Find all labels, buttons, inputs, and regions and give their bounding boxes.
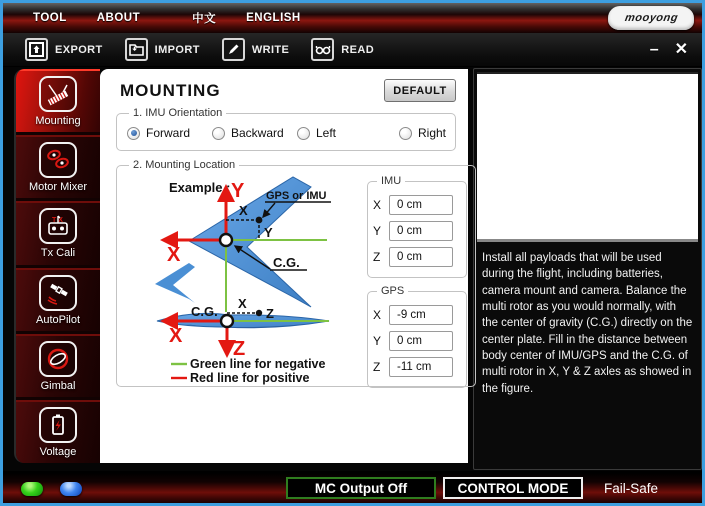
mounting-example-diagram (125, 175, 363, 387)
imu-offset-legend: IMU (381, 175, 402, 187)
sidebar-label-voltage: Voltage (39, 445, 77, 458)
mc-output-status: MC Output Off (286, 477, 436, 499)
imu-z-input[interactable] (389, 247, 453, 267)
read-icon (311, 38, 334, 61)
imu-offset-group (367, 175, 467, 278)
import-button[interactable] (125, 38, 200, 61)
legend-positive: Red line for positive (190, 371, 310, 385)
fail-safe-status: Fail-Safe (604, 481, 659, 496)
x-axis-top-label: X (167, 244, 181, 266)
sidebar-item-autopilot[interactable] (16, 268, 100, 331)
info-image-placeholder (477, 72, 698, 242)
imu-orientation-legend: 1. IMU Orientation (133, 107, 223, 119)
minimize-button[interactable]: – (649, 41, 659, 58)
z-axis-side-label: Z (233, 338, 246, 360)
radio-right[interactable] (399, 126, 446, 140)
sidebar-label-motor-mixer: Motor Mixer (28, 181, 88, 194)
info-panel (473, 68, 702, 470)
sidebar-label-autopilot: AutoPilot (35, 313, 81, 326)
gps-z-input[interactable] (389, 357, 453, 377)
imu-y-input[interactable] (389, 221, 453, 241)
menu-english[interactable]: ENGLISH (246, 12, 301, 24)
gps-x-label: X (373, 308, 382, 322)
gps-y-label: Y (373, 334, 382, 348)
sidebar-item-motor-mixer[interactable] (16, 135, 100, 198)
gps-x-input[interactable] (389, 305, 453, 325)
title-bar (3, 3, 702, 33)
import-icon (125, 38, 148, 61)
imu-x-input[interactable] (389, 195, 453, 215)
gps-or-imu-label: GPS or IMU (266, 190, 327, 202)
y-offset-top-label: Y (264, 225, 273, 240)
read-button[interactable] (311, 38, 374, 61)
legend-negative: Green line for negative (190, 357, 326, 371)
sidebar (14, 69, 100, 463)
sidebar-item-voltage[interactable] (16, 400, 100, 463)
radio-left[interactable] (297, 126, 382, 140)
sidebar-label-gimbal: Gimbal (40, 379, 76, 392)
radio-left-circle[interactable] (297, 127, 310, 140)
main-panel (100, 69, 468, 463)
sidebar-item-mounting[interactable] (16, 69, 100, 132)
radio-backward-label: Backward (231, 126, 284, 140)
status-bar (3, 471, 702, 503)
read-label: READ (341, 43, 375, 56)
brand-logo-text: mooyong (623, 12, 679, 24)
imu-x-label: X (373, 198, 382, 212)
x-axis-side-label: X (169, 325, 183, 347)
page-title: MOUNTING (120, 81, 221, 100)
export-label: EXPORT (55, 43, 103, 56)
default-button[interactable]: DEFAULT (384, 79, 456, 102)
export-icon (25, 38, 48, 61)
export-button[interactable] (25, 38, 103, 61)
sidebar-item-tx-cali[interactable] (16, 201, 100, 264)
write-button[interactable] (222, 38, 289, 61)
z-point-side-label: Z (266, 306, 274, 321)
svg-text:T X: T X (52, 217, 63, 225)
x-offset-side-label: X (238, 296, 247, 311)
x-offset-top-label: X (239, 203, 248, 218)
control-mode-status: CONTROL MODE (443, 477, 583, 499)
example-label: Example : (169, 180, 231, 195)
imu-orientation-group (116, 107, 456, 151)
close-button[interactable]: ✕ (674, 41, 688, 58)
imu-z-label: Z (373, 250, 381, 264)
imu-y-label: Y (373, 224, 382, 238)
radio-right-label: Right (418, 126, 447, 140)
brand-logo (608, 6, 694, 30)
radio-backward-circle[interactable] (212, 127, 225, 140)
gps-offset-legend: GPS (381, 285, 405, 297)
write-label: WRITE (251, 43, 290, 56)
menu-chinese[interactable]: 中文 (192, 13, 217, 25)
gimbal-icon (39, 341, 77, 377)
info-description: Install all payloads that will be used during the flight, including batteries, camera mount and camera. Balance the multi rotor as you would normally, with the center of gravity (C.G.) directly on the center plate. Fill in the distance between body center of IMU/GPS and the C.G. of multi rotor in X, Y & Z axles as showed in the figure. (482, 252, 693, 395)
sidebar-item-gimbal[interactable] (16, 334, 100, 397)
blue-led-indicator (60, 482, 82, 496)
sidebar-label-mounting: Mounting (35, 115, 81, 128)
cg-side-label: C.G. (191, 304, 218, 319)
mounting-location-group (116, 159, 476, 387)
gps-z-label: Z (373, 360, 381, 374)
radio-forward[interactable] (127, 126, 212, 140)
gps-y-input[interactable] (389, 331, 453, 351)
radio-backward[interactable] (212, 126, 297, 140)
radio-forward-label: Forward (146, 126, 191, 140)
autopilot-icon (39, 275, 77, 311)
window-body (3, 67, 702, 471)
green-led-indicator (21, 482, 43, 496)
y-axis-label: Y (231, 180, 245, 202)
radio-forward-circle[interactable] (127, 127, 140, 140)
motor-mixer-icon (39, 142, 77, 178)
write-icon (222, 38, 245, 61)
tx-cali-icon (39, 208, 77, 244)
gps-offset-group (367, 285, 467, 388)
voltage-icon (39, 407, 77, 443)
import-label: IMPORT (154, 43, 200, 56)
radio-left-label: Left (316, 126, 337, 140)
menu-tool[interactable]: TOOL (33, 12, 67, 24)
mounting-location-legend: 2. Mounting Location (133, 159, 236, 171)
toolbar (3, 33, 702, 67)
menu-about[interactable]: ABOUT (96, 12, 141, 24)
sidebar-label-tx-cali: Tx Cali (40, 247, 76, 260)
radio-right-circle[interactable] (399, 127, 412, 140)
mounting-icon (39, 76, 77, 112)
cg-top-label: C.G. (273, 255, 300, 270)
